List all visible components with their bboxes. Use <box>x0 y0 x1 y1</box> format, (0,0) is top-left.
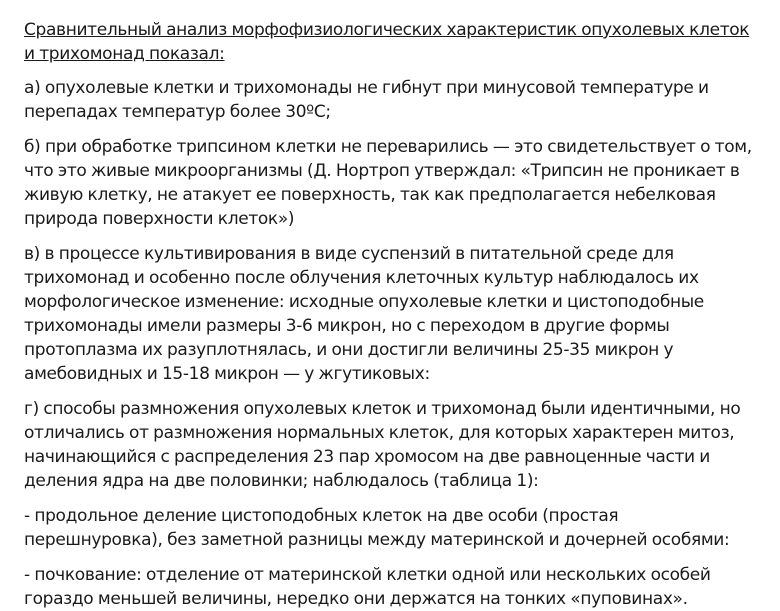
article-heading: Сравнительный анализ морфофизиологических характеристик опухолевых клеток и трихомонад показал: <box>24 20 750 64</box>
paragraph-b: б) при обработке трипсином клетки не переварились — это свидетельствует о том, что это живые микроорганизмы (Д. Нортроп утверждал: «Трипсин не проникает в живую клетку, не атакует ее поверхность, так как предполагается небелковая природа поверхности клеток») <box>24 137 752 229</box>
paragraph-a: а) опухолевые клетки и трихомонады не гибнут при минусовой температуре и перепадах температур более 30ºС; <box>24 78 709 122</box>
paragraph-v: в) в процессе культивирования в виде суспензий в питательной среде для трихомонад и особенно после облучения клеточных культур наблюдалось их морфологическое изменение: исходные опухолевые клетки и цистоподобные трихомонады имели размеры 3-6 микрон, но с переходом в другие формы протоплазма их разуплотнялась, и они достигли величины 25-35 микрон у амебовидных и 15-18 микрон — у жгутиковых: <box>24 244 704 384</box>
list-item-longitudinal-division: - продольное деление цистоподобных клеток на две особи (простая перешнуровка), без заметной разницы между материнской и дочерней особями: <box>24 506 730 550</box>
list-item-budding: - почкование: отделение от материнской клетки одной или нескольких особей гораздо меньшей величины, нередко они держатся на тонких «пуповинах». <box>24 565 711 609</box>
paragraph-g: г) способы размножения опухолевых клеток и трихомонад были идентичными, но отличались от размножения нормальных клеток, для которых характерен митоз, начинающийся с распределения 23 пар хромосом на две равноценные части и деления ядра на две половинки; наблюдалось (таблица 1): <box>24 399 741 491</box>
